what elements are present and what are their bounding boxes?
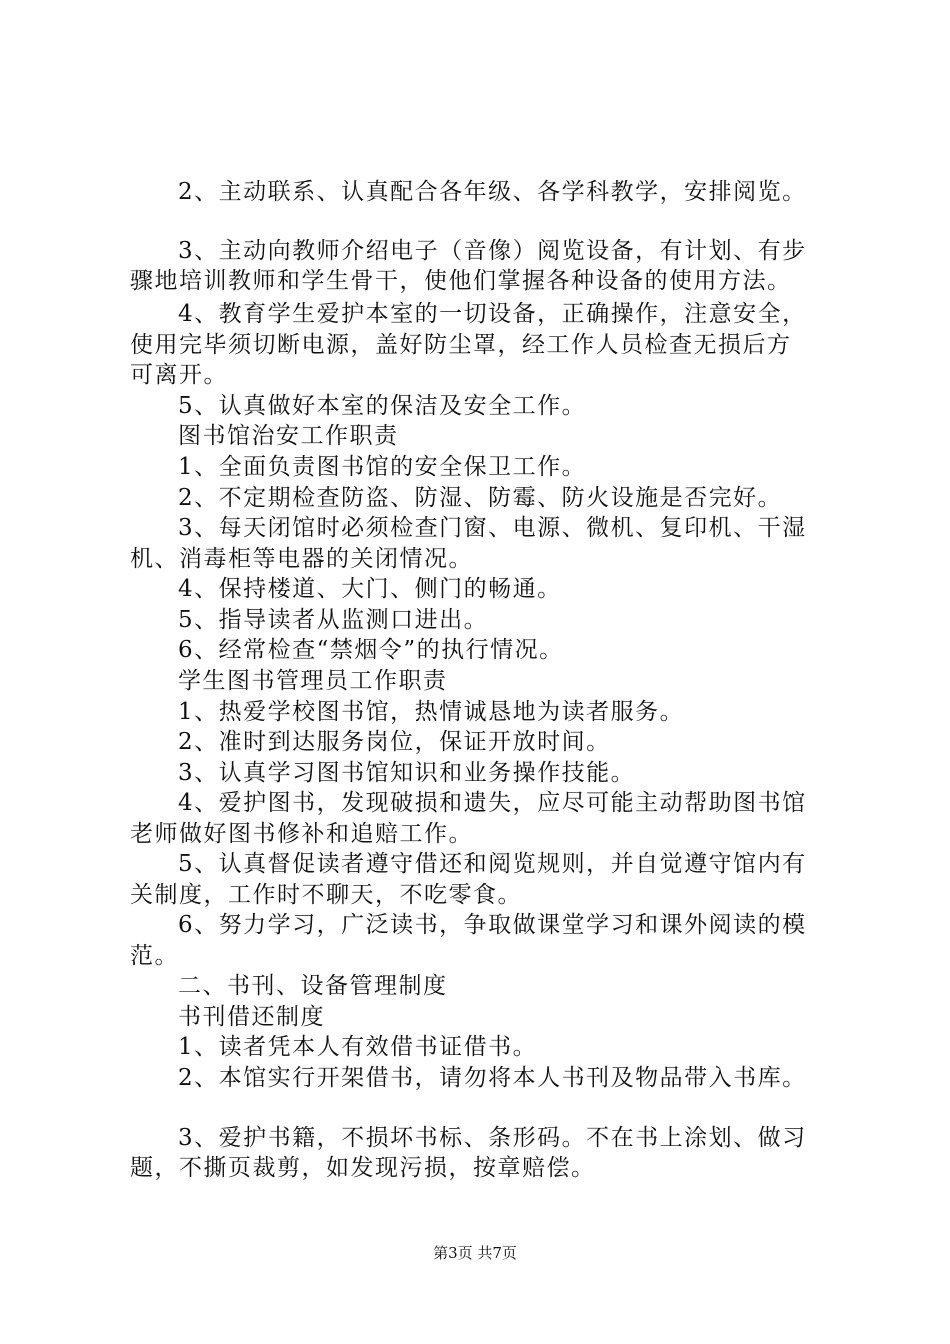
paragraph-line: 范。 [130, 943, 179, 969]
paragraph-line: 4、教育学生爱护本室的一切设备，正确操作，注意安全， [178, 301, 807, 327]
paragraph-line: 骤地培训教师和学生骨干，使他们掌握各种设备的使用方法。 [130, 268, 792, 294]
paragraph-line: 3、爱护书籍，不损坏书标、条形码。不在书上涂划、做习 [178, 1125, 807, 1151]
paragraph-line: 2、准时到达服务岗位，保证开放时间。 [178, 729, 611, 755]
paragraph-line: 4、保持楼道、大门、侧门的畅通。 [178, 576, 562, 602]
paragraph-line: 1、热爱学校图书馆，热情诚恳地为读者服务。 [178, 699, 685, 725]
section-heading: 图书馆治安工作职责 [178, 423, 399, 449]
paragraph-line: 老师做好图书修补和追赔工作。 [130, 821, 473, 847]
paragraph-line: 机、消毒柜等电器的关闭情况。 [130, 546, 473, 572]
paragraph-line: 1、全面负责图书馆的安全保卫工作。 [178, 454, 587, 480]
paragraph-line: 使用完毕须切断电源，盖好防尘罩，经工作人员检查无损后方 [130, 332, 792, 358]
page-number-footer: 第3页 共7页 [433, 1244, 517, 1262]
paragraph-line: 3、主动向教师介绍电子（音像）阅览设备，有计划、有步 [178, 238, 807, 264]
paragraph-line: 3、认真学习图书馆知识和业务操作技能。 [178, 760, 636, 786]
section-heading: 学生图书管理员工作职责 [178, 668, 448, 694]
section-heading: 书刊借还制度 [178, 1004, 325, 1030]
section-heading: 二、书刊、设备管理制度 [178, 973, 448, 999]
paragraph-line: 4、爱护图书，发现破损和遗失，应尽可能主动帮助图书馆 [178, 790, 807, 816]
paragraph-line: 6、努力学习，广泛读书，争取做课堂学习和课外阅读的模 [178, 912, 807, 938]
paragraph-line: 6、经常检查“禁烟令”的执行情况。 [178, 637, 564, 663]
paragraph-line: 可离开。 [130, 362, 228, 388]
paragraph-line: 5、认真督促读者遵守借还和阅览规则，并自觉遵守馆内有 [178, 851, 807, 877]
paragraph-line: 2、不定期检查防盗、防湿、防霉、防火设施是否完好。 [178, 485, 783, 511]
paragraph-line: 1、读者凭本人有效借书证借书。 [178, 1034, 538, 1060]
paragraph-line: 关制度，工作时不聊天，不吃零食。 [130, 882, 522, 908]
paragraph-line: 5、认真做好本室的保洁及安全工作。 [178, 393, 587, 419]
paragraph-line: 2、主动联系、认真配合各年级、各学科教学，安排阅览。 [178, 179, 807, 205]
paragraph-line: 2、本馆实行开架借书，请勿将本人书刊及物品带入书库。 [178, 1065, 807, 1091]
paragraph-line: 5、指导读者从监测口进出。 [178, 607, 489, 633]
paragraph-line: 题，不撕页裁剪，如发现污损，按章赔偿。 [130, 1155, 596, 1181]
paragraph-line: 3、每天闭馆时必须检查门窗、电源、微机、复印机、干湿 [178, 515, 807, 541]
